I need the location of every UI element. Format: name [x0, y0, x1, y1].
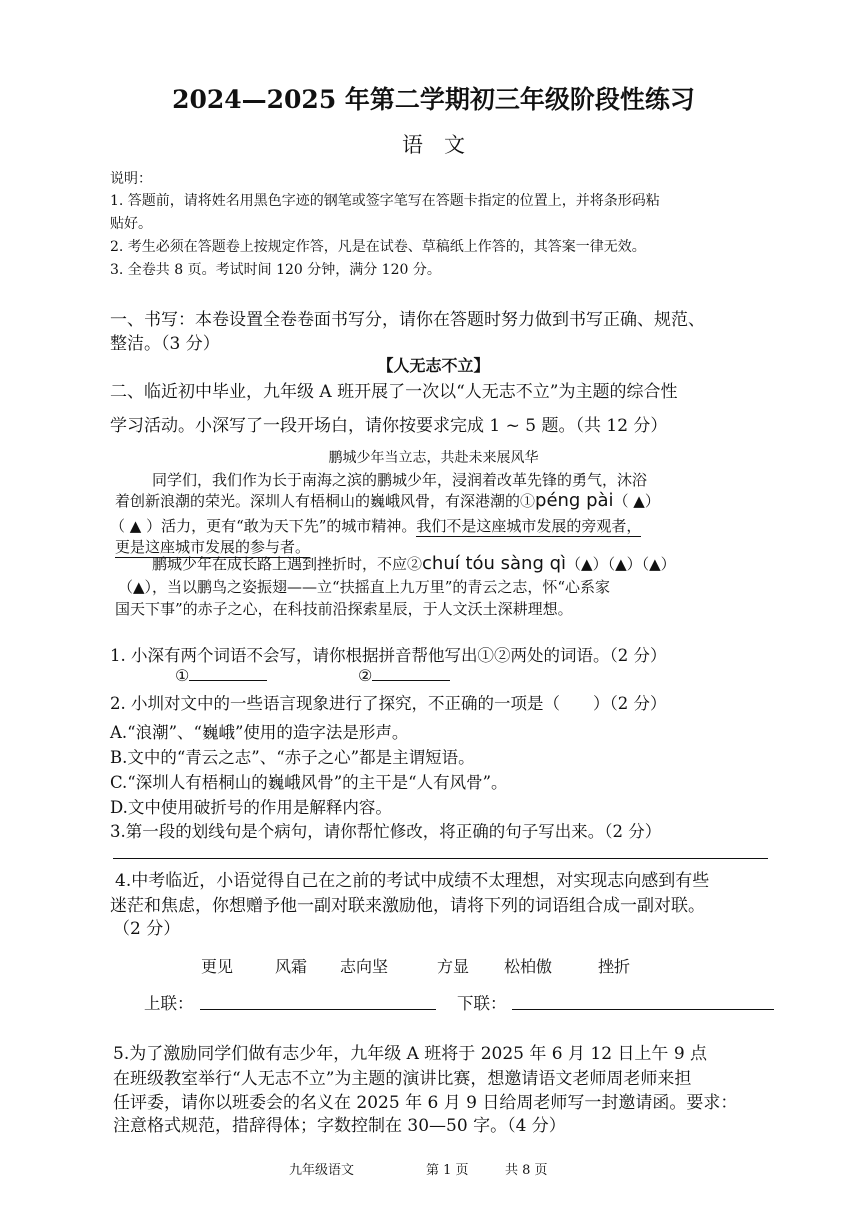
subject-title: 语 文 — [402, 133, 465, 157]
underlined-sentence: 更是这座城市发展的参与者。 — [115, 538, 311, 556]
section-2-heading: 【人无志不立】 — [377, 356, 490, 375]
passage-text: 鹏城少年在成长路上遇到挫折时，不应② — [152, 555, 423, 573]
instruction-item: 2. 考生必须在答题卷上按规定作答，凡是在试卷、草稿纸上作答的，其答案一律无效。 — [110, 239, 646, 255]
instructions-label: 说明： — [110, 171, 152, 187]
underlined-sentence: 我们不是这座城市发展的旁观者， — [416, 517, 642, 535]
question-5: 5.为了激励同学们做有志少年，九年级 A 班将于 2025 年 6 月 12 日上午 9 点 — [113, 1044, 708, 1064]
passage-line: 国天下事”的赤子之心，在科技前沿探索星辰，于人文沃土深耕理想。 — [115, 600, 573, 618]
option-c: C.“深圳人有梧桐山的巍峨风骨”的主干是“人有风骨”。 — [110, 773, 508, 792]
passage-line — [115, 490, 660, 511]
section-2-intro: 二、临近初中毕业，九年级 A 班开展了一次以“人无志不立”为主题的综合性 — [110, 382, 678, 402]
question-5: 任评委，请你以班委会的名义在 2025 年 6 月 9 日给周老师写一封邀请函。要求： — [113, 1093, 738, 1113]
instruction-item: 贴好。 — [110, 216, 152, 232]
instruction-item: 1. 答题前，请将姓名用黑色字迹的钢笔或签字笔写在答题卡指定的位置上，并将条形码粘 — [110, 193, 660, 209]
question-4: 4.中考临近，小语觉得自己在之前的考试中成绩不太理想，对实现志向感到有些 — [115, 871, 710, 891]
passage-text: （ ▲ ）活力，更有“敢为天下先”的城市精神。 — [110, 517, 417, 535]
question-4: 迷茫和焦虑，你想赠予他一副对联来激励他，请将下列的词语组合成一副对联。 — [110, 896, 705, 916]
question-5: 注意格式规范，措辞得体；字数控制在 30—50 字。（4 分） — [113, 1116, 566, 1136]
word-item: 松柏傲 — [504, 957, 553, 976]
option-b: B.文中的“青云之志”、“赤子之心”都是主谓短语。 — [110, 748, 475, 767]
question-5: 在班级教室举行“人无志不立”为主题的演讲比赛，想邀请语文老师周老师来担 — [113, 1069, 692, 1089]
lower-couplet-label: 下联： — [457, 994, 507, 1013]
lower-couplet-blank[interactable] — [512, 1009, 774, 1010]
answer-placeholder: （ ▲） — [613, 492, 660, 510]
upper-couplet-label: 上联： — [144, 994, 194, 1013]
word-item: 更见 — [201, 957, 234, 976]
passage-line — [152, 553, 676, 574]
passage-line: 同学们，我们作为长于南海之滨的鹏城少年，浸润着改革先锋的勇气，沐浴 — [152, 471, 648, 489]
footer-total-pages: 共 8 页 — [505, 1163, 548, 1178]
pinyin-2: chuí tóu sàng qì — [422, 553, 567, 574]
question-1: 1. 小深有两个词语不会写，请你根据拼音帮他写出①②两处的词语。（2 分） — [110, 646, 667, 665]
page-title: 2024—2025 年第二学期初三年级阶段性练习 — [172, 85, 695, 114]
section-1-text: 整洁。（3 分） — [110, 334, 220, 354]
passage-line: （▲），当以鹏鸟之姿振翅——立“扶摇直上九万里”的青云之志，怀“心系家 — [118, 578, 611, 596]
section-2-intro: 学习活动。小深写了一段开场白，请你按要求完成 1 ~ 5 题。（共 12 分） — [110, 416, 668, 436]
option-d: D.文中使用破折号的作用是解释内容。 — [110, 798, 392, 817]
answer-blank-2[interactable] — [358, 666, 450, 685]
blank-marker: ② — [358, 666, 373, 685]
question-2: 2. 小圳对文中的一些语言现象进行了探究，不正确的一项是（ ）（2 分） — [110, 694, 667, 713]
answer-blank-1[interactable] — [175, 666, 267, 685]
footer-page-number: 第 1 页 — [426, 1163, 469, 1178]
answer-placeholder: （▲）（▲）（▲） — [566, 555, 676, 573]
answer-line-q3[interactable] — [113, 858, 768, 859]
passage-title: 鹏城少年当立志，共赴未来展风华 — [328, 450, 539, 466]
blank-marker: ① — [175, 666, 190, 685]
footer-course: 九年级语文 — [289, 1163, 355, 1178]
pinyin-1: péng pài — [535, 490, 614, 511]
question-4: （2 分） — [113, 919, 181, 939]
upper-couplet-blank[interactable] — [200, 1009, 436, 1010]
word-item: 方显 — [437, 957, 470, 976]
option-a: A.“浪潮”、“巍峨”使用的造字法是形声。 — [110, 723, 409, 742]
word-item: 挫折 — [598, 957, 631, 976]
question-3: 3.第一段的划线句是个病句，请你帮忙修改，将正确的句子写出来。（2 分） — [110, 822, 662, 841]
passage-line — [110, 515, 641, 536]
word-item: 志向坚 — [340, 957, 389, 976]
passage-text: 着创新浪潮的荣光。深圳人有梧桐山的巍峨风骨，有深港潮的① — [115, 492, 536, 510]
word-item: 风霜 — [275, 957, 308, 976]
section-1-text: 一、书写：本卷设置全卷卷面书写分，请你在答题时努力做到书写正确、规范、 — [110, 310, 705, 330]
instruction-item: 3. 全卷共 8 页。考试时间 120 分钟，满分 120 分。 — [110, 262, 441, 278]
